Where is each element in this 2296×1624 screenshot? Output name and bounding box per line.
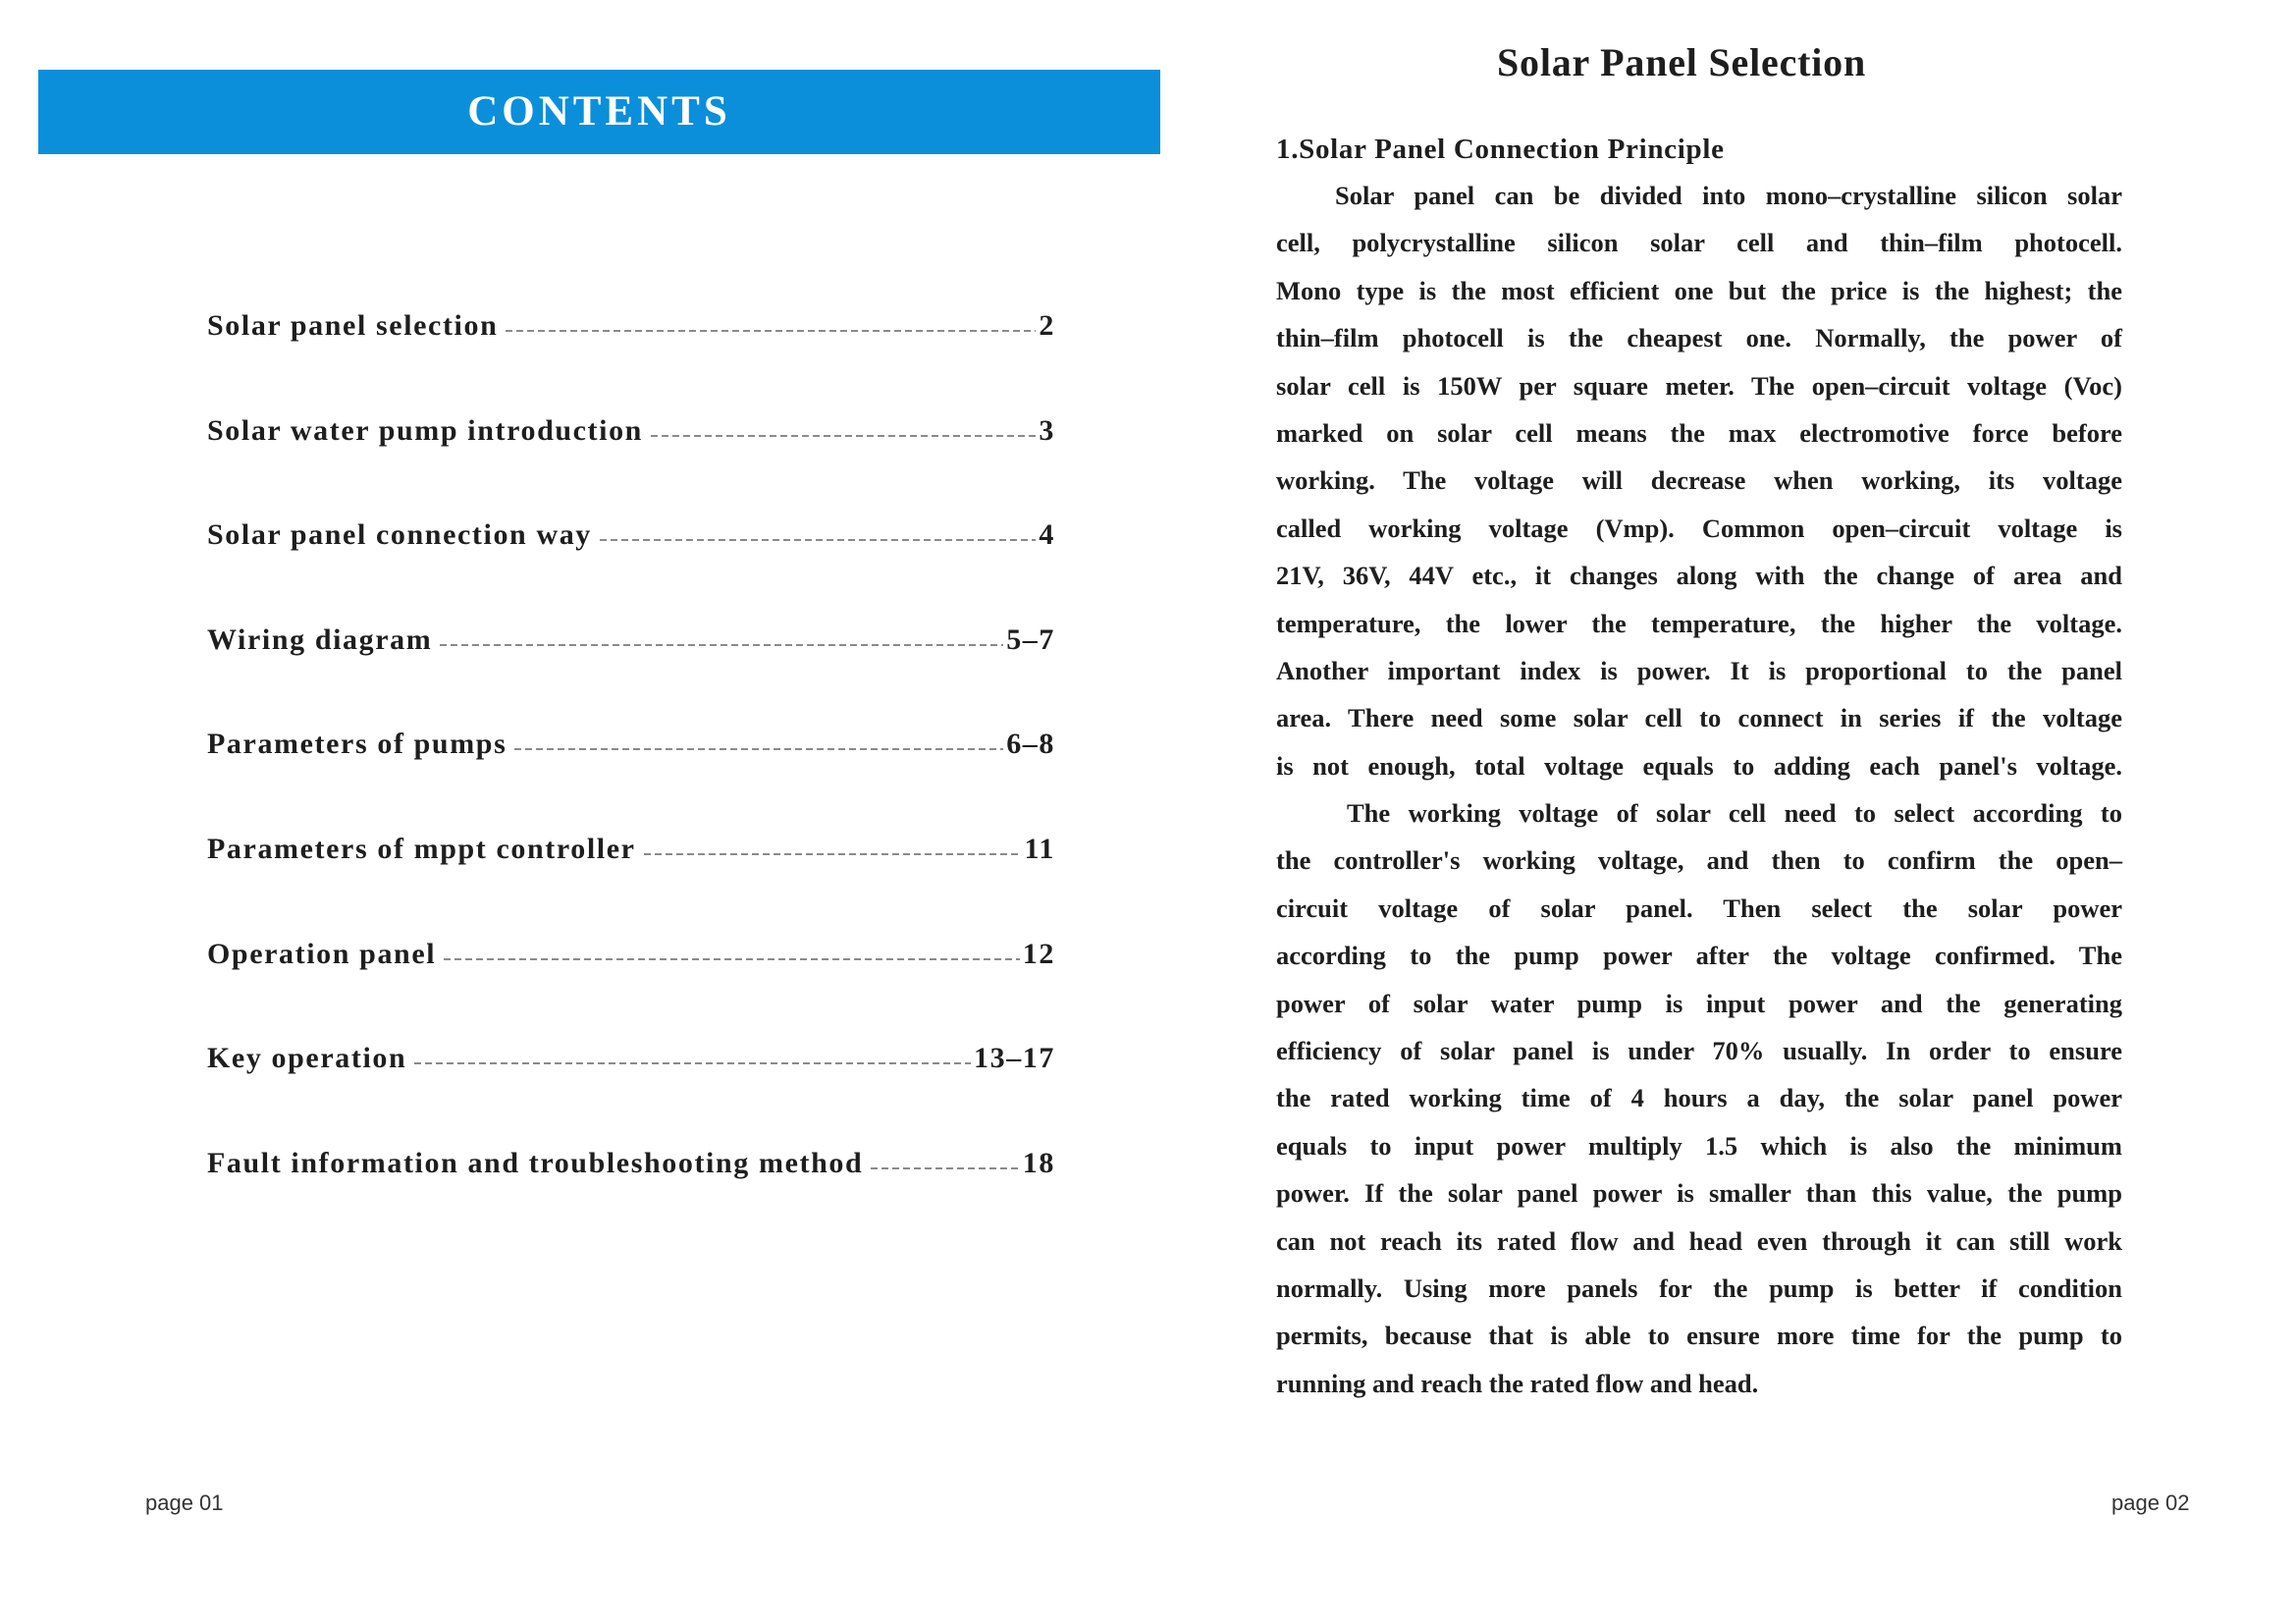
toc-entry[interactable] (207, 1044, 1055, 1149)
paragraph-line: Another important index is power. It is proportional to the panel (1276, 655, 2122, 685)
paragraph-line: the rated working time of 4 hours a day, the solar panel power (1276, 1083, 2122, 1113)
paragraph-line: marked on solar cell means the max electromotive force before (1276, 417, 2122, 448)
paragraph-line: power. If the solar panel power is smaller than this value, the pump (1276, 1178, 2122, 1209)
toc-dot-leader (644, 853, 1022, 855)
toc-entry-page: 12 (1022, 937, 1055, 970)
section-title: Solar Panel Selection (1496, 40, 1867, 84)
paragraph-line: solar cell is 150W per square meter. The open–circuit voltage (Voc) (1276, 370, 2122, 401)
toc-dot-leader (440, 644, 1003, 646)
toc-entry-page: 11 (1024, 832, 1055, 865)
toc-entry-label: Operation panel (207, 937, 437, 970)
toc-dot-leader (871, 1167, 1020, 1169)
toc-entry-label: Parameters of pumps (207, 728, 507, 761)
toc-entry[interactable] (207, 937, 1055, 1045)
toc-entry-label: Parameters of mppt controller (207, 832, 636, 865)
body-text (1276, 172, 2122, 1407)
paragraph-line: can not reach its rated flow and head even through it can still work (1276, 1225, 2122, 1256)
toc-entry-label: Key operation (207, 1042, 407, 1075)
paragraph-line: permits, because that is able to ensure more time for the pump to (1276, 1321, 2122, 1351)
contents-banner (38, 70, 1160, 154)
toc-entry-page: 5–7 (1006, 623, 1055, 656)
toc-entry[interactable] (207, 625, 1055, 731)
toc-dot-leader (444, 958, 1020, 960)
paragraph-line: according to the pump power after the voltage confirmed. The (1276, 941, 2122, 971)
subsection-heading: 1.Solar Panel Connection Principle (1276, 134, 1725, 165)
toc-entry-page: 13–17 (974, 1042, 1055, 1075)
toc-dot-leader (414, 1062, 971, 1064)
toc-entry-page: 6–8 (1006, 728, 1055, 761)
toc-dot-leader (514, 748, 1003, 750)
toc-entry[interactable] (207, 413, 1055, 521)
paragraph-line: circuit voltage of solar panel. Then select the solar power (1276, 893, 2122, 923)
paragraph-line: The working voltage of solar cell need to select according to (1347, 798, 2122, 829)
paragraph-line: Mono type is the most efficient one but the price is the highest; the (1276, 275, 2122, 305)
paragraph-line: temperature, the lower the temperature, the higher the voltage. (1276, 608, 2122, 638)
toc-entry-label: Wiring diagram (207, 623, 433, 656)
toc-dot-leader (600, 539, 1036, 541)
paragraph-line: area. There need some solar cell to connect in series if the voltage (1276, 703, 2122, 733)
paragraph-line: normally. Using more panels for the pump is better if condition (1276, 1272, 2122, 1303)
paragraph-line: called working voltage (Vmp). Common open–circuit voltage is (1276, 513, 2122, 543)
toc-entry-page: 4 (1039, 518, 1055, 552)
toc-entry-page: 18 (1022, 1146, 1055, 1179)
paragraph-line: equals to input power multiply 1.5 which is also the minimum (1276, 1130, 2122, 1161)
toc-entry-label: Solar water pump introduction (207, 413, 643, 447)
paragraph-line: working. The voltage will decrease when working, its voltage (1276, 465, 2122, 496)
toc-dot-leader (506, 330, 1036, 332)
paragraph-line: the controller's working voltage, and then to confirm the open– (1276, 845, 2122, 876)
table-of-contents (207, 311, 1055, 1253)
toc-entry[interactable] (207, 1146, 1055, 1254)
toc-entry-label: Solar panel connection way (207, 518, 592, 552)
page-number-left: page 01 (145, 1490, 224, 1515)
paragraph-line: 21V, 36V, 44V etc., it changes along with the change of area and (1276, 561, 2122, 591)
paragraph-line: power of solar water pump is input power and the generating (1276, 988, 2122, 1018)
contents-title: CONTENTS (467, 88, 731, 135)
paragraph-line: running and reach the rated flow and head. (1276, 1368, 1759, 1398)
toc-entry[interactable] (207, 832, 1055, 940)
toc-entry[interactable] (207, 311, 1055, 416)
toc-dot-leader (651, 435, 1036, 437)
toc-entry-label: Solar panel selection (207, 309, 499, 342)
paragraph-line: is not enough, total voltage equals to adding each panel's voltage. (1276, 750, 2122, 781)
paragraph-line: cell, polycrystalline silicon solar cell and thin–film photocell. (1276, 228, 2122, 258)
toc-entry[interactable] (207, 520, 1055, 625)
toc-entry-page: 2 (1039, 309, 1055, 342)
paragraph-line: efficiency of solar panel is under 70% usually. In order to ensure (1276, 1036, 2122, 1066)
page-number-right: page 02 (2111, 1490, 2190, 1515)
toc-entry-page: 3 (1039, 413, 1055, 447)
toc-entry-label: Fault information and troubleshooting method (207, 1146, 864, 1179)
toc-entry[interactable] (207, 730, 1055, 835)
paragraph-line: Solar panel can be divided into mono–crystalline silicon solar (1335, 181, 2122, 210)
paragraph-line: thin–film photocell is the cheapest one. Normally, the power of (1276, 323, 2122, 353)
